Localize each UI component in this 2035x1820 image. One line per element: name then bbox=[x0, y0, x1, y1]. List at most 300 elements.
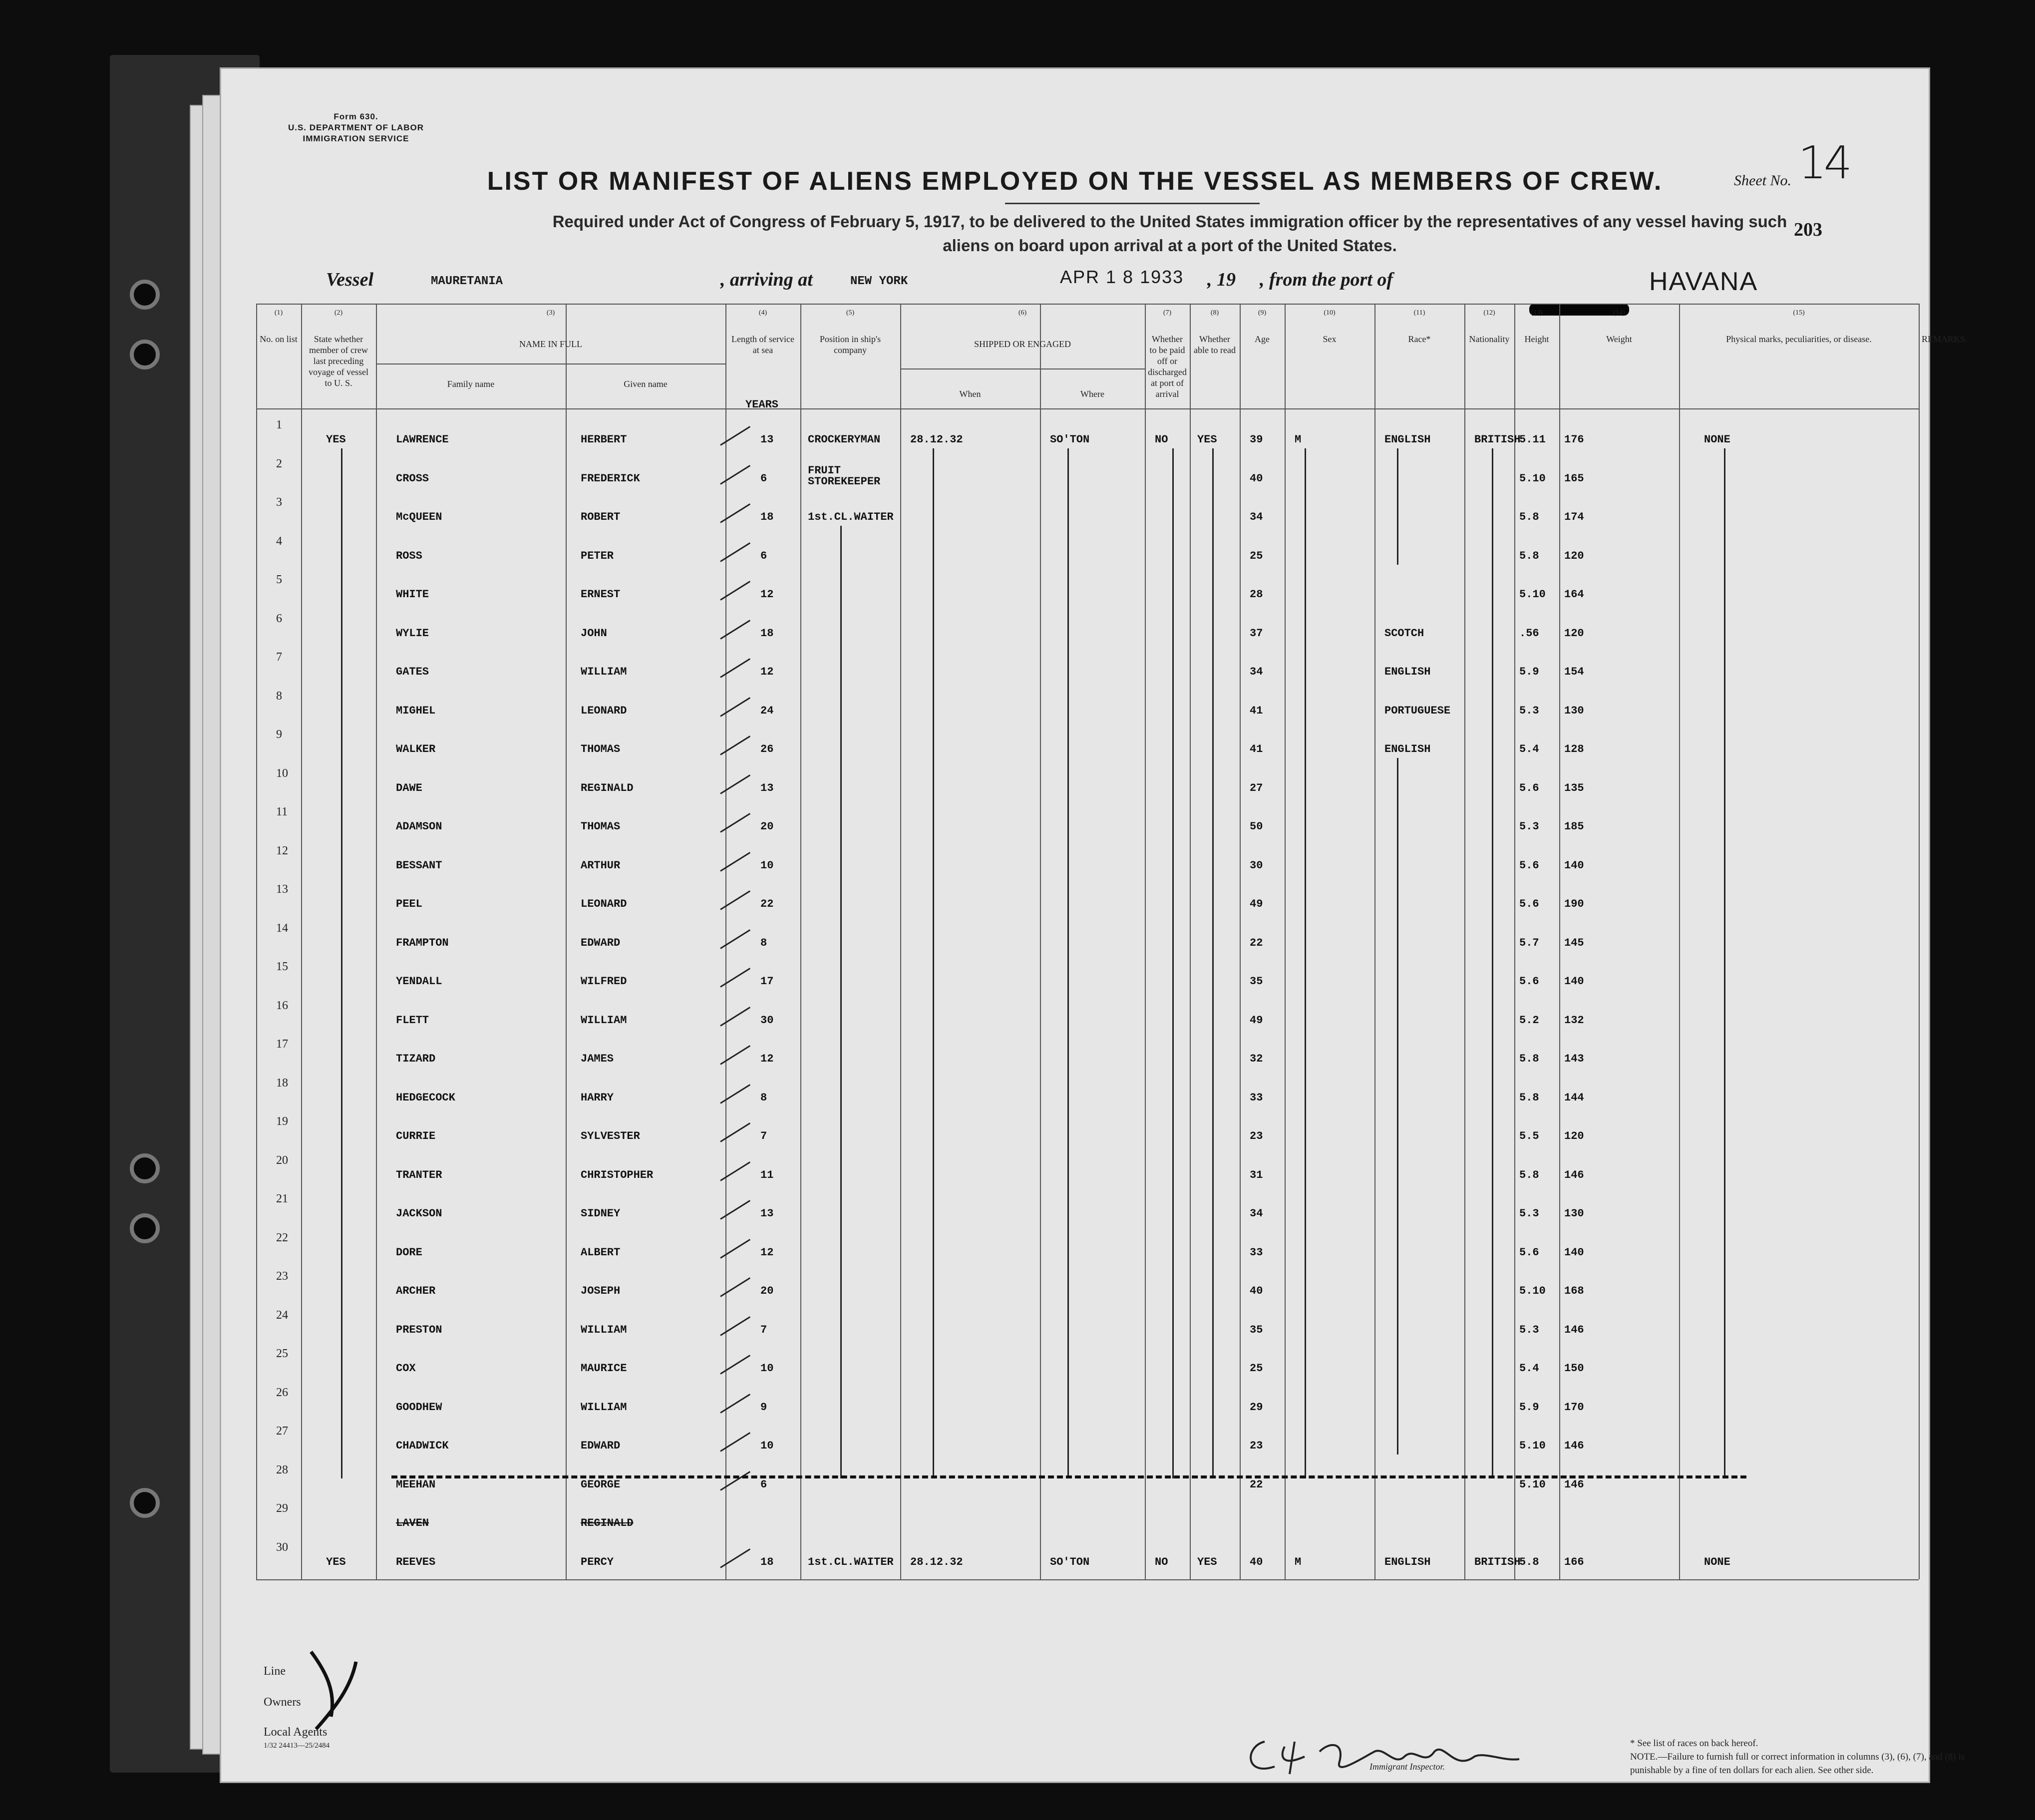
department: U.S. DEPARTMENT OF LABOR bbox=[288, 123, 424, 132]
sheet-number-label: Sheet No. bbox=[1734, 172, 1791, 189]
crew-height: 5.10 bbox=[1519, 1285, 1546, 1297]
crew-years: 11 bbox=[760, 1168, 774, 1181]
crew-age: 49 bbox=[1250, 898, 1263, 910]
check-mark bbox=[720, 658, 750, 678]
binder-hole bbox=[130, 1153, 160, 1183]
arriving-port: NEW YORK bbox=[850, 275, 908, 288]
race-ditto bbox=[1397, 758, 1398, 1455]
crew-height: 5.8 bbox=[1519, 511, 1539, 523]
check-mark bbox=[720, 1122, 750, 1142]
crew-weight: 170 bbox=[1564, 1401, 1584, 1414]
crew-given: WILLIAM bbox=[581, 1401, 627, 1414]
crew-weight: 120 bbox=[1564, 627, 1584, 640]
crew-age: 23 bbox=[1250, 1440, 1263, 1452]
crew-years: 30 bbox=[760, 1014, 774, 1027]
crew-given: ROBERT bbox=[581, 511, 621, 523]
crew-given: MAURICE bbox=[581, 1362, 627, 1375]
column-rule bbox=[800, 304, 801, 1579]
column-rule bbox=[1679, 304, 1680, 1579]
crew-no: 2 bbox=[276, 457, 282, 470]
crew-age: 41 bbox=[1250, 704, 1263, 717]
crew-age: 41 bbox=[1250, 743, 1263, 755]
crew-position: CROCKERYMAN bbox=[808, 433, 881, 446]
crew-years: 9 bbox=[760, 1401, 767, 1414]
years-header: YEARS bbox=[745, 398, 779, 411]
crew-given: HERBERT bbox=[581, 433, 627, 446]
check-mark bbox=[720, 1432, 750, 1452]
crew-no: 24 bbox=[276, 1308, 288, 1322]
column-header: Physical marks, peculiarities, or disease. bbox=[1726, 334, 1872, 344]
crew-no: 4 bbox=[276, 534, 282, 548]
crew-family: ARCHER bbox=[396, 1285, 436, 1297]
strike-line bbox=[391, 1475, 1746, 1478]
form-number: Form 630. bbox=[334, 112, 378, 121]
column-number: (14) bbox=[1613, 309, 1625, 317]
footer-note bbox=[1630, 1737, 2005, 1777]
column-rule bbox=[725, 304, 726, 1579]
crew-read: YES bbox=[1197, 433, 1217, 446]
crew-family: LAVEN bbox=[396, 1517, 429, 1529]
crew-paid: NO bbox=[1155, 1555, 1168, 1568]
crew-given: ARTHUR bbox=[581, 859, 621, 872]
arriving-label: , arriving at bbox=[720, 269, 813, 290]
column-rule bbox=[1919, 304, 1920, 1579]
sex-ditto bbox=[1305, 448, 1306, 1478]
crew-height: 5.3 bbox=[1519, 1323, 1539, 1336]
read-ditto bbox=[1212, 448, 1214, 1478]
crew-age: 25 bbox=[1250, 549, 1263, 562]
crew-no: 5 bbox=[276, 573, 282, 586]
crew-weight: 150 bbox=[1564, 1362, 1584, 1375]
crew-family: DAWE bbox=[396, 781, 422, 794]
column-header: Height bbox=[1524, 334, 1549, 344]
crew-family: ADAMSON bbox=[396, 820, 442, 833]
crew-prev: YES bbox=[326, 1555, 346, 1568]
check-mark bbox=[720, 1007, 750, 1027]
column-rule bbox=[1190, 304, 1191, 1579]
crew-family: COX bbox=[396, 1362, 416, 1375]
where-header: Where bbox=[1080, 389, 1104, 399]
crew-where: SO'TON bbox=[1050, 433, 1090, 446]
date-stamp: APR 1 8 1933 bbox=[1060, 267, 1184, 287]
crew-years: 6 bbox=[760, 549, 767, 562]
crew-years: 13 bbox=[760, 1207, 774, 1220]
crew-years: 20 bbox=[760, 1285, 774, 1297]
crew-weight: 120 bbox=[1564, 549, 1584, 562]
crew-height: 5.9 bbox=[1519, 666, 1539, 678]
crew-weight: 135 bbox=[1564, 781, 1584, 794]
binder-hole bbox=[130, 1213, 160, 1243]
column-rule bbox=[900, 304, 901, 1579]
crew-race: ENGLISH bbox=[1384, 433, 1431, 446]
crew-no: 30 bbox=[276, 1540, 288, 1554]
column-header: REMARKS. bbox=[1922, 334, 1968, 344]
check-mark bbox=[720, 465, 750, 485]
footnote-fine: NOTE.—Failure to furnish full or correct information in columns (3), (6), (7), and (8) is punishable by a fine of ten dollars for each alien. See other side. bbox=[1630, 1752, 1965, 1776]
crew-age: 35 bbox=[1250, 975, 1263, 988]
crew-family: FRAMPTON bbox=[396, 936, 449, 949]
crew-height: 5.8 bbox=[1519, 1053, 1539, 1065]
crew-no: 13 bbox=[276, 883, 288, 896]
crew-position: STOREKEEPER bbox=[808, 475, 881, 488]
crew-sex: M bbox=[1295, 433, 1302, 446]
check-mark bbox=[720, 581, 750, 601]
crew-no: 12 bbox=[276, 844, 288, 857]
paid-ditto bbox=[1172, 448, 1174, 1478]
crew-no: 18 bbox=[276, 1076, 288, 1090]
column-header: Age bbox=[1255, 334, 1270, 344]
crew-years: 6 bbox=[760, 472, 767, 485]
crew-family: DORE bbox=[396, 1246, 422, 1259]
check-mark bbox=[720, 813, 750, 833]
crew-height: 5.6 bbox=[1519, 781, 1539, 794]
inspector-signature bbox=[1245, 1737, 1524, 1782]
crew-no: 1 bbox=[276, 418, 282, 431]
crew-given: PETER bbox=[581, 549, 614, 562]
column-rule bbox=[1374, 304, 1375, 1579]
check-mark bbox=[720, 1161, 750, 1181]
column-number: (13) bbox=[1531, 309, 1543, 317]
table-top-rule bbox=[256, 304, 1919, 305]
column-header: Nationality bbox=[1469, 334, 1510, 344]
column-number: (12) bbox=[1483, 309, 1495, 317]
crew-paid: NO bbox=[1155, 433, 1168, 446]
crew-family: CROSS bbox=[396, 472, 429, 485]
crew-age: 40 bbox=[1250, 1555, 1263, 1568]
page-title: LIST OR MANIFEST OF ALIENS EMPLOYED ON THE VESSEL AS MEMBERS OF CREW. bbox=[487, 167, 1663, 196]
binder-hole bbox=[130, 280, 160, 310]
column-rule bbox=[301, 304, 302, 1579]
crew-weight: 140 bbox=[1564, 975, 1584, 988]
column-rule bbox=[1145, 304, 1146, 1579]
crew-given: THOMAS bbox=[581, 743, 621, 755]
race-ditto bbox=[1397, 448, 1398, 565]
crew-when: 28.12.32 bbox=[910, 433, 963, 446]
check-mark bbox=[720, 503, 750, 523]
shipped-subheader-rule bbox=[900, 368, 1145, 369]
column-header: NAME IN FULL bbox=[519, 339, 582, 349]
crew-years: 13 bbox=[760, 433, 774, 446]
crew-given: JAMES bbox=[581, 1053, 614, 1065]
crew-years: 20 bbox=[760, 820, 774, 833]
check-mark bbox=[720, 1045, 750, 1065]
marks-ditto bbox=[1724, 448, 1725, 1478]
crew-no: 23 bbox=[276, 1270, 288, 1283]
crew-family: FLETT bbox=[396, 1014, 429, 1027]
check-mark bbox=[720, 1316, 750, 1336]
crew-prev: YES bbox=[326, 433, 346, 446]
crew-age: 34 bbox=[1250, 666, 1263, 678]
column-header: SHIPPED OR ENGAGED bbox=[974, 339, 1071, 349]
crew-age: 50 bbox=[1250, 820, 1263, 833]
crew-given: CHRISTOPHER bbox=[581, 1168, 654, 1181]
crew-years: 22 bbox=[760, 898, 774, 910]
position-ditto bbox=[840, 526, 842, 1478]
crew-no: 28 bbox=[276, 1463, 288, 1476]
crew-age: 23 bbox=[1250, 1130, 1263, 1142]
binder-hole bbox=[130, 340, 160, 369]
crew-years: 12 bbox=[760, 666, 774, 678]
crew-family: MEEHAN bbox=[396, 1478, 436, 1491]
column-rule bbox=[1464, 304, 1465, 1579]
check-mark bbox=[720, 426, 750, 446]
crew-given: HARRY bbox=[581, 1091, 614, 1104]
crew-years: 7 bbox=[760, 1130, 767, 1142]
form-id bbox=[276, 111, 436, 144]
crew-no: 3 bbox=[276, 496, 282, 509]
column-number: (6) bbox=[1018, 309, 1027, 317]
column-rule bbox=[1240, 304, 1241, 1579]
crew-table bbox=[256, 304, 1968, 1702]
crew-family: WALKER bbox=[396, 743, 436, 755]
print-code: 1/32 24413—25/2484 bbox=[264, 1742, 330, 1750]
check-mark bbox=[720, 1239, 750, 1259]
column-header: Weight bbox=[1606, 334, 1632, 344]
crew-given: REGINALD bbox=[581, 1517, 634, 1529]
crew-race: SCOTCH bbox=[1384, 627, 1424, 640]
crew-height: 5.10 bbox=[1519, 1478, 1546, 1491]
crew-no: 11 bbox=[276, 805, 288, 818]
crew-age: 33 bbox=[1250, 1091, 1263, 1104]
crew-height: 5.11 bbox=[1519, 433, 1546, 446]
crew-height: 5.9 bbox=[1519, 1401, 1539, 1414]
crew-weight: 132 bbox=[1564, 1014, 1584, 1027]
crew-family: McQUEEN bbox=[396, 511, 442, 523]
crew-age: 32 bbox=[1250, 1053, 1263, 1065]
crew-weight: 145 bbox=[1564, 936, 1584, 949]
crew-age: 27 bbox=[1250, 781, 1263, 794]
crew-no: 8 bbox=[276, 689, 282, 703]
crew-given: EDWARD bbox=[581, 936, 621, 949]
crew-no: 27 bbox=[276, 1425, 288, 1438]
crew-position: 1st.CL.WAITER bbox=[808, 1555, 894, 1568]
nationality-ditto bbox=[1492, 448, 1493, 1478]
crew-years: 8 bbox=[760, 1091, 767, 1104]
check-mark bbox=[720, 1355, 750, 1375]
column-number: (2) bbox=[334, 309, 343, 317]
crew-family: MIGHEL bbox=[396, 704, 436, 717]
crew-no: 25 bbox=[276, 1347, 288, 1360]
crew-weight: 130 bbox=[1564, 1207, 1584, 1220]
crew-weight: 174 bbox=[1564, 511, 1584, 523]
crew-family: JACKSON bbox=[396, 1207, 442, 1220]
column-header: Whether able to read bbox=[1194, 334, 1236, 355]
crew-weight: 165 bbox=[1564, 472, 1584, 485]
crew-age: 33 bbox=[1250, 1246, 1263, 1259]
column-rule bbox=[376, 304, 377, 1579]
crew-given: SYLVESTER bbox=[581, 1130, 640, 1142]
crew-read: YES bbox=[1197, 1555, 1217, 1568]
crew-no: 20 bbox=[276, 1153, 288, 1167]
crew-height: 5.10 bbox=[1519, 472, 1546, 485]
crew-given: THOMAS bbox=[581, 820, 621, 833]
crew-no: 14 bbox=[276, 921, 288, 935]
crew-years: 26 bbox=[760, 743, 774, 755]
crew-years: 12 bbox=[760, 1246, 774, 1259]
column-rule bbox=[1559, 304, 1560, 1579]
crew-weight: 146 bbox=[1564, 1440, 1584, 1452]
crew-marks: NONE bbox=[1704, 433, 1730, 446]
crew-race: ENGLISH bbox=[1384, 666, 1431, 678]
subtitle-line-1: Required under Act of Congress of February 5, 1917, to be delivered to the United States immigration officer by the representatives of any vessel having such bbox=[552, 212, 1787, 231]
check-mark bbox=[720, 968, 750, 988]
footer-line-label: Line bbox=[264, 1665, 286, 1678]
check-mark bbox=[720, 620, 750, 640]
given-name-header: Given name bbox=[624, 379, 668, 389]
crew-weight: 176 bbox=[1564, 433, 1584, 446]
subtitle-line-2: aliens on board upon arrival at a port of the United States. bbox=[943, 236, 1397, 255]
table-bottom-rule bbox=[256, 1579, 1919, 1580]
when-header: When bbox=[959, 389, 981, 399]
crew-marks: NONE bbox=[1704, 1555, 1730, 1568]
vessel-line bbox=[221, 269, 1929, 304]
crew-no: 7 bbox=[276, 651, 282, 664]
family-name-header: Family name bbox=[447, 379, 495, 389]
crew-given: LEONARD bbox=[581, 898, 627, 910]
crew-position: 1st.CL.WAITER bbox=[808, 511, 894, 523]
crew-given: ERNEST bbox=[581, 588, 621, 601]
crew-nationality: BRITISH bbox=[1474, 1555, 1521, 1568]
crew-years: 12 bbox=[760, 1053, 774, 1065]
column-header: Whether to be paid off or discharged at port of arrival bbox=[1148, 334, 1187, 399]
crew-given: WILLIAM bbox=[581, 666, 627, 678]
crew-years: 10 bbox=[760, 1362, 774, 1375]
crew-sex: M bbox=[1295, 1555, 1302, 1568]
crew-height: 5.8 bbox=[1519, 1091, 1539, 1104]
title-rule bbox=[1005, 203, 1260, 204]
crew-weight: 140 bbox=[1564, 1246, 1584, 1259]
crew-age: 28 bbox=[1250, 588, 1263, 601]
column-header: State whether member of crew last preceding voyage of vessel to U. S. bbox=[309, 334, 368, 388]
crew-height: 5.6 bbox=[1519, 975, 1539, 988]
crew-no: 16 bbox=[276, 999, 288, 1012]
crew-no: 21 bbox=[276, 1192, 288, 1205]
crew-no: 22 bbox=[276, 1231, 288, 1244]
crew-no: 10 bbox=[276, 766, 288, 780]
binder-hole bbox=[130, 1488, 160, 1518]
crew-position: FRUIT bbox=[808, 464, 841, 477]
crew-height: 5.8 bbox=[1519, 1555, 1539, 1568]
column-number: (7) bbox=[1163, 309, 1172, 317]
column-number: (5) bbox=[846, 309, 855, 317]
column-number: (15) bbox=[1793, 309, 1805, 317]
crew-given: WILFRED bbox=[581, 975, 627, 988]
column-number: (10) bbox=[1324, 309, 1336, 317]
crew-family: TIZARD bbox=[396, 1053, 436, 1065]
crew-family: TRANTER bbox=[396, 1168, 442, 1181]
crew-given: GEORGE bbox=[581, 1478, 621, 1491]
check-mark bbox=[720, 542, 750, 562]
crew-given: WILLIAM bbox=[581, 1323, 627, 1336]
crew-weight: 130 bbox=[1564, 704, 1584, 717]
crew-given: JOSEPH bbox=[581, 1285, 621, 1297]
crew-family: REEVES bbox=[396, 1555, 436, 1568]
column-rule bbox=[1040, 304, 1041, 1579]
column-number: (4) bbox=[758, 309, 767, 317]
crew-years: 18 bbox=[760, 627, 774, 640]
column-number: (1) bbox=[274, 309, 283, 317]
from-port: HAVANA bbox=[1649, 267, 1758, 296]
crew-family: YENDALL bbox=[396, 975, 442, 988]
crew-years: 13 bbox=[760, 781, 774, 794]
column-header: Race* bbox=[1408, 334, 1431, 344]
column-rule bbox=[256, 304, 257, 1579]
crew-age: 39 bbox=[1250, 433, 1263, 446]
column-header: Sex bbox=[1323, 334, 1337, 344]
crew-height: 5.3 bbox=[1519, 820, 1539, 833]
footer-agents-label: Local Agents bbox=[264, 1726, 328, 1739]
crew-weight: 140 bbox=[1564, 859, 1584, 872]
crew-age: 25 bbox=[1250, 1362, 1263, 1375]
check-mark bbox=[720, 735, 750, 755]
crew-age: 40 bbox=[1250, 1285, 1263, 1297]
crew-weight: 185 bbox=[1564, 820, 1584, 833]
crew-family: GOODHEW bbox=[396, 1401, 442, 1414]
column-number: (8) bbox=[1210, 309, 1219, 317]
crew-given: ALBERT bbox=[581, 1246, 621, 1259]
crew-weight: 146 bbox=[1564, 1168, 1584, 1181]
column-rule bbox=[566, 304, 567, 1579]
crew-years: 17 bbox=[760, 975, 774, 988]
check-mark bbox=[720, 890, 750, 910]
crew-height: 5.10 bbox=[1519, 588, 1546, 601]
check-mark bbox=[720, 774, 750, 794]
check-mark bbox=[720, 1394, 750, 1414]
column-header: Length of service at sea bbox=[731, 334, 794, 355]
crew-height: 5.10 bbox=[1519, 1440, 1546, 1452]
manifest-sheet bbox=[220, 67, 1968, 1783]
crew-years: 6 bbox=[760, 1478, 767, 1491]
crew-height: 5.6 bbox=[1519, 1246, 1539, 1259]
crew-height: 5.3 bbox=[1519, 1207, 1539, 1220]
crew-years: 18 bbox=[760, 511, 774, 523]
crew-weight: 168 bbox=[1564, 1285, 1584, 1297]
crew-weight: 144 bbox=[1564, 1091, 1584, 1104]
check-mark bbox=[720, 697, 750, 717]
table-header-rule bbox=[256, 408, 1919, 409]
crew-family: WHITE bbox=[396, 588, 429, 601]
crew-age: 35 bbox=[1250, 1323, 1263, 1336]
reference-number: 203 bbox=[1794, 219, 1822, 240]
prev-ditto bbox=[341, 448, 342, 1478]
crew-years: 10 bbox=[760, 1440, 774, 1452]
crew-height: 5.3 bbox=[1519, 704, 1539, 717]
footer-owners-label: Owners bbox=[264, 1696, 301, 1709]
column-number: (11) bbox=[1413, 309, 1425, 317]
crew-nationality: BRITISH bbox=[1474, 433, 1521, 446]
vessel-label: Vessel bbox=[326, 269, 373, 290]
crew-height: 5.8 bbox=[1519, 1168, 1539, 1181]
crew-weight: 164 bbox=[1564, 588, 1584, 601]
crew-family: CURRIE bbox=[396, 1130, 436, 1142]
crew-given: EDWARD bbox=[581, 1440, 621, 1452]
column-rule bbox=[1514, 304, 1515, 1579]
inspector-label: Immigrant Inspector. bbox=[1369, 1762, 1445, 1772]
crew-family: GATES bbox=[396, 666, 429, 678]
year-label: , 19 bbox=[1207, 269, 1236, 290]
crew-where: SO'TON bbox=[1050, 1555, 1090, 1568]
crew-family: WYLIE bbox=[396, 627, 429, 640]
crew-when: 28.12.32 bbox=[910, 1555, 963, 1568]
crew-given: LEONARD bbox=[581, 704, 627, 717]
crew-years: 7 bbox=[760, 1323, 767, 1336]
footnote-races: * See list of races on back hereof. bbox=[1630, 1738, 1758, 1749]
crew-given: JOHN bbox=[581, 627, 607, 640]
agent-mark bbox=[296, 1642, 396, 1742]
crew-height: 5.2 bbox=[1519, 1014, 1539, 1027]
check-mark bbox=[720, 1084, 750, 1104]
sheet-number-value: 14 bbox=[1798, 137, 1850, 189]
